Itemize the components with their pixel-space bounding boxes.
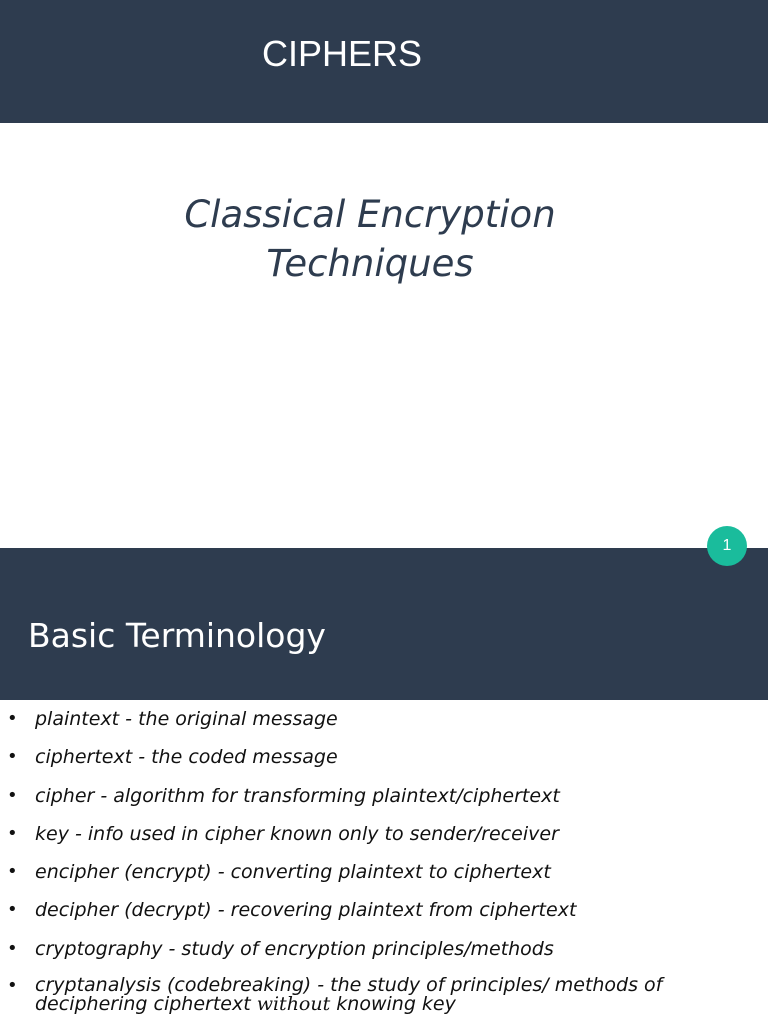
- bullet-icon: •: [7, 861, 18, 883]
- list-item-text: key - info used in cipher known only to sender/receiver: [35, 822, 559, 845]
- bullet-icon: •: [7, 784, 18, 806]
- emphasis-text: without: [256, 993, 331, 1016]
- list-item: [0, 823, 768, 861]
- list-item-text-line-2: [35, 995, 768, 1014]
- slide-1-header-title: CIPHERS: [261, 33, 423, 74]
- terminology-list: [0, 708, 768, 1014]
- bullet-icon: •: [7, 746, 18, 768]
- list-item-text: plaintext - the original message: [35, 708, 338, 730]
- slide-2-header-bar: [0, 548, 768, 700]
- list-item: [0, 976, 768, 1014]
- list-item: [0, 861, 768, 899]
- bullet-icon: •: [7, 899, 18, 921]
- list-item: [0, 785, 768, 823]
- list-item-text: deciphering ciphertext: [35, 993, 251, 1016]
- list-item-text: ciphertext - the coded message: [35, 746, 338, 769]
- list-item: [0, 938, 768, 976]
- slide-number-badge: 1: [707, 526, 747, 566]
- list-item-text: decipher (decrypt) - recovering plaintext from ciphertext: [35, 899, 577, 922]
- list-item-text: cryptography - study of encryption principles/methods: [35, 937, 554, 960]
- bullet-icon: •: [7, 975, 18, 997]
- list-item: [0, 899, 768, 937]
- bullet-icon: •: [7, 822, 18, 844]
- slide-1-title-line-1: Classical Encryption: [184, 193, 556, 236]
- list-item-text: knowing key: [336, 993, 456, 1016]
- slide-2: [0, 548, 768, 1024]
- bullet-icon: •: [7, 937, 18, 959]
- list-item: [0, 708, 768, 746]
- list-item: [0, 746, 768, 784]
- slide-1-header-bar: [0, 0, 768, 123]
- slide-1-title-line-2: Techniques: [266, 242, 474, 285]
- list-item-text: encipher (encrypt) - converting plaintext to ciphertext: [35, 861, 551, 884]
- list-item-text: cipher - algorithm for transforming plaintext/ciphertext: [35, 784, 560, 807]
- list-item-text-line-1: cryptanalysis (codebreaking) - the study of principles/ methods of: [35, 974, 663, 997]
- bullet-icon: •: [7, 708, 18, 729]
- slide-2-header-title: Basic Terminology: [28, 616, 326, 655]
- slide-1-title: [0, 190, 740, 288]
